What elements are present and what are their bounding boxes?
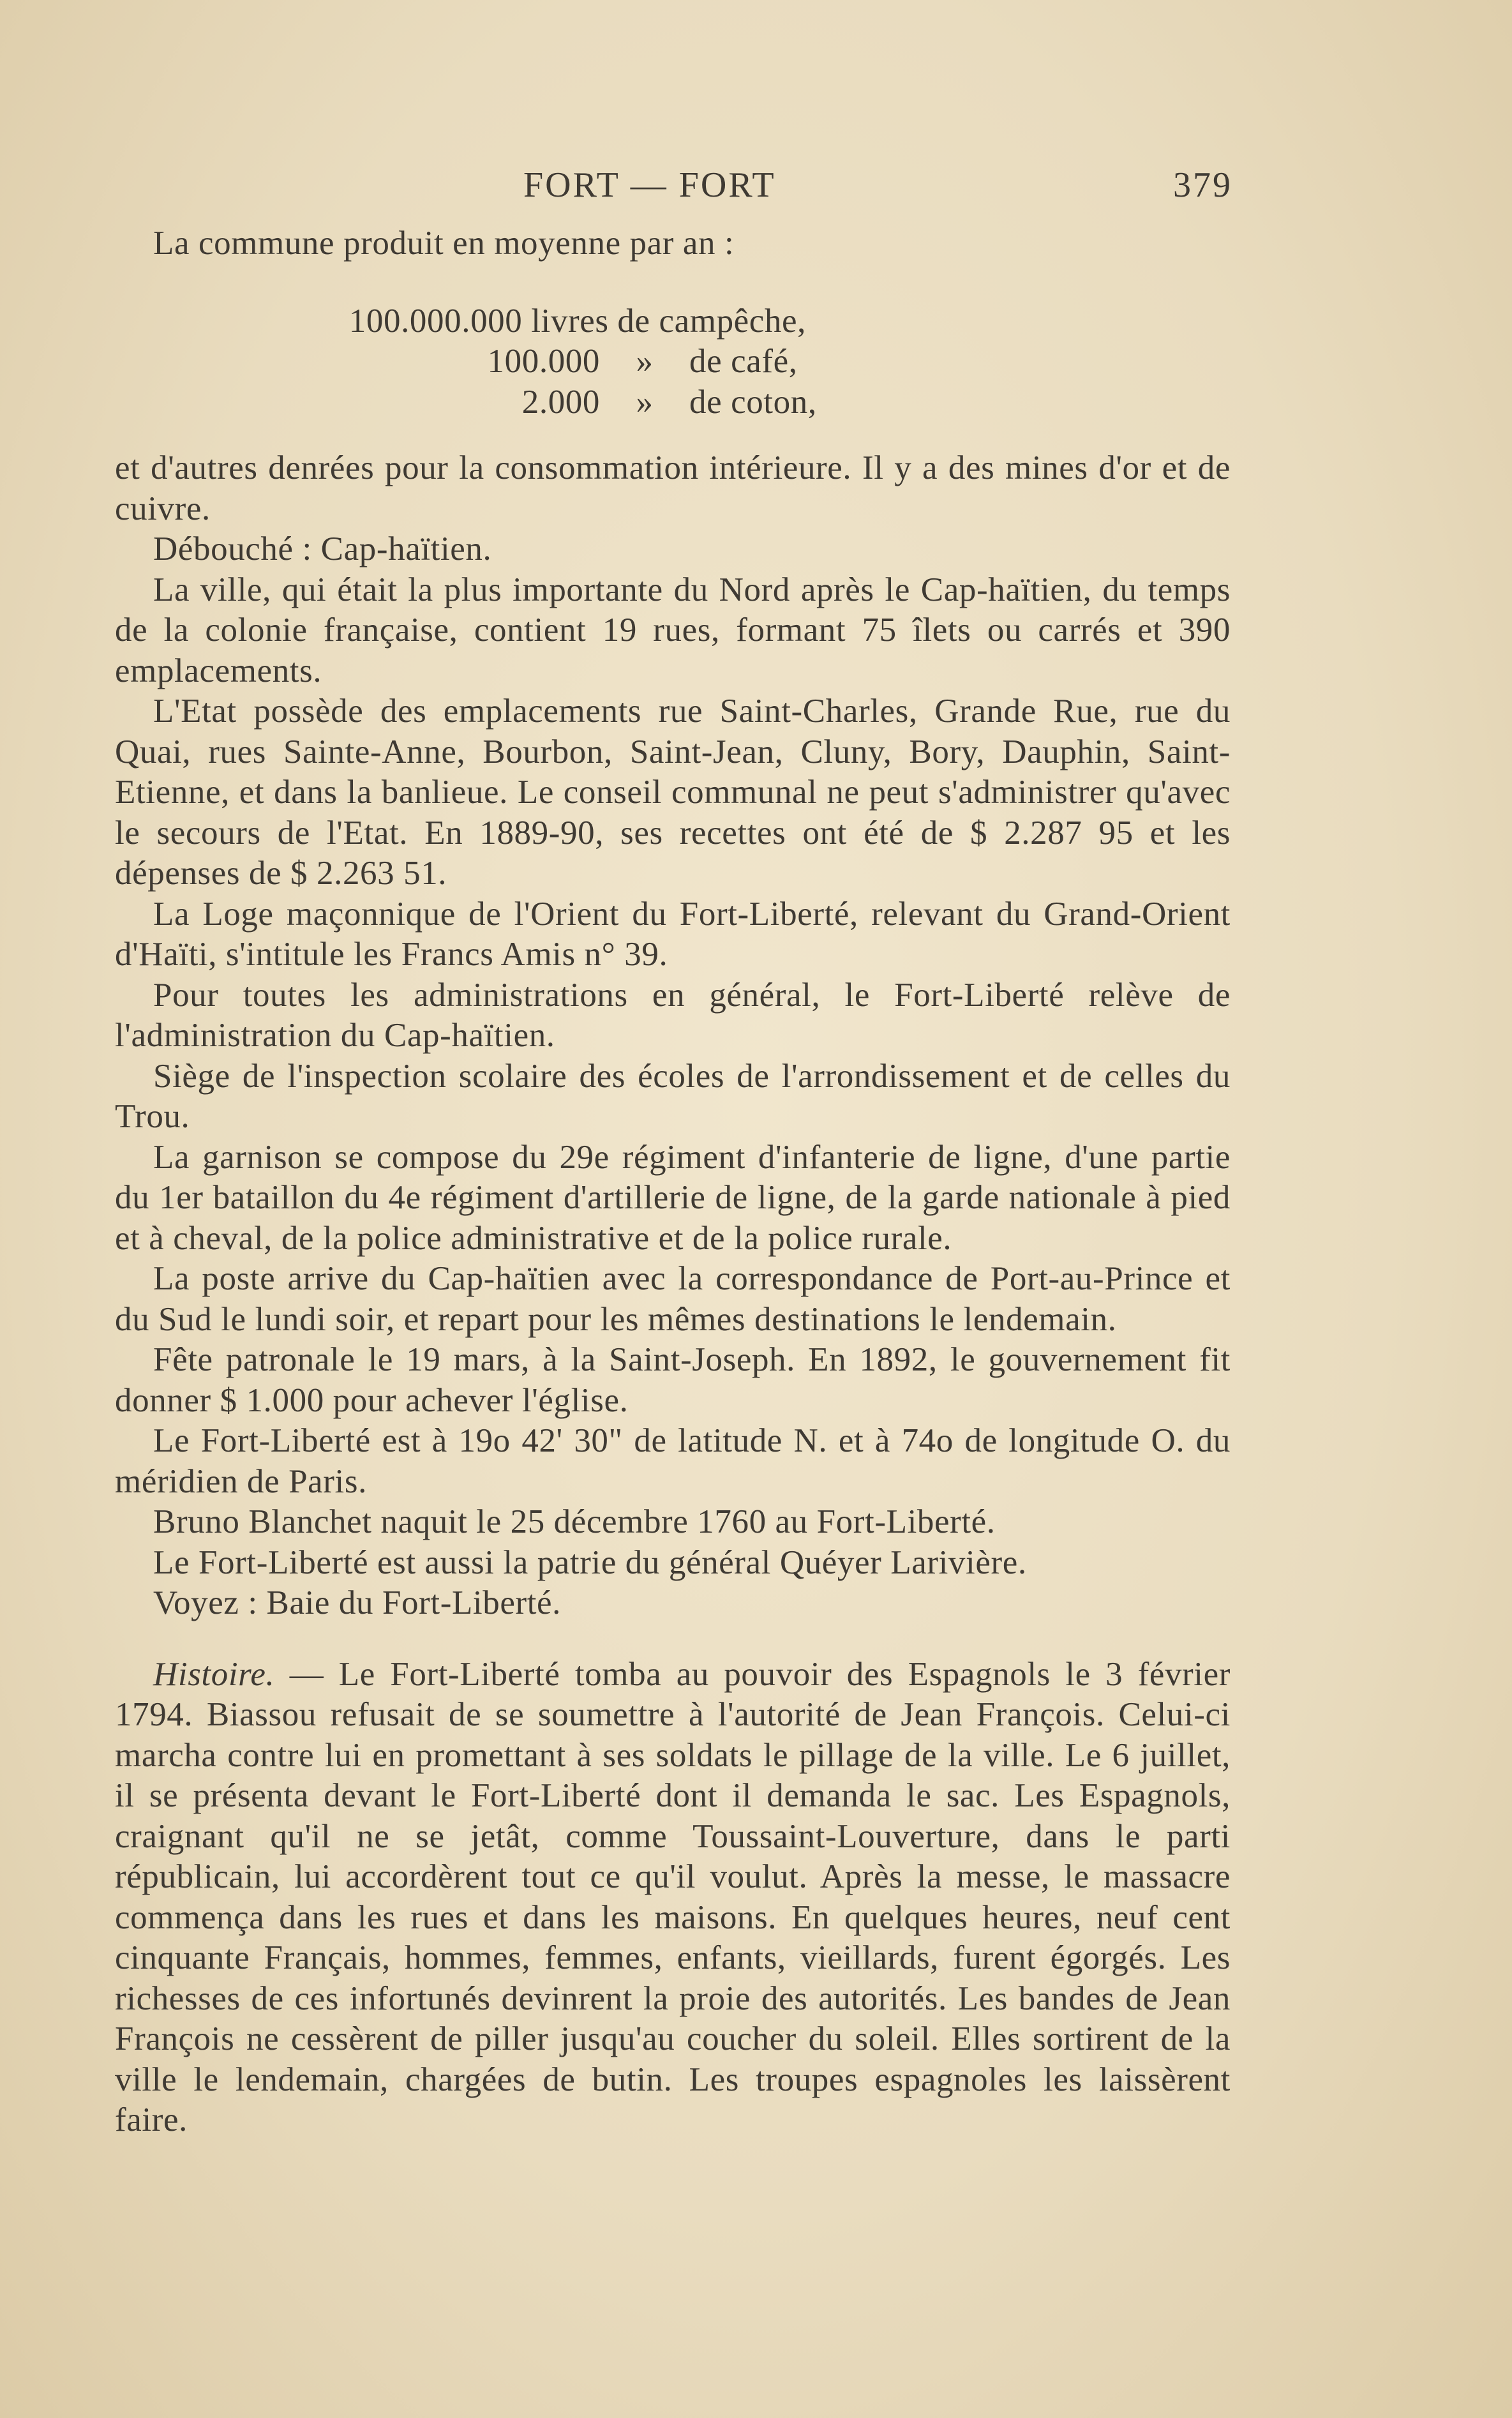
paragraph: Voyez : Baie du Fort-Liberté.: [153, 1584, 562, 1621]
body-text: [115, 223, 1231, 2141]
production-quantity: 2.000: [521, 383, 600, 421]
paragraph: et d'autres denrées pour la consommation intérieure. Il y a des mines d'or et de cuivre.: [115, 449, 1231, 527]
histoire-label: Histoire.: [153, 1655, 275, 1693]
paragraph: Fête patronale le 19 mars, à la Saint-Joseph. En 1892, le gouvernement fit donner $ 1.000 pour achever l'église.: [115, 1341, 1231, 1419]
ditto-mark: »: [636, 343, 654, 380]
paragraph: Le Fort-Liberté est à 19o 42' 30" de latitude N. et à 74o de longitude O. du méridien de Paris.: [115, 1422, 1231, 1500]
production-row: [115, 301, 1231, 342]
paragraph: Siège de l'inspection scolaire des écoles de l'arrondissement et de celles du Trou.: [115, 1057, 1231, 1135]
paragraph: La garnison se compose du 29e régiment d'infanterie de ligne, d'une partie du 1er bataillon du 4e régiment d'artillerie de ligne, de la garde nationale à pied et à cheval, de la police administrative et de la police rurale.: [115, 1138, 1231, 1257]
page-header: [0, 165, 1512, 209]
production-quantity: 100.000: [487, 343, 600, 380]
paragraph: Pour toutes les administrations en général, le Fort-Liberté relève de l'administration du Cap-haïtien.: [115, 976, 1231, 1054]
page-number: 379: [1173, 165, 1232, 205]
paragraph: La Loge maçonnique de l'Orient du Fort-Liberté, relevant du Grand-Orient d'Haïti, s'intitule les Francs Amis n° 39.: [115, 895, 1231, 973]
intro-line: La commune produit en moyenne par an :: [153, 225, 735, 262]
histoire-text: — Le Fort-Liberté tomba au pouvoir des Espagnols le 3 février 1794. Biassou refusait de se soumettre à l'autorité de Jean François. Celui-ci marcha contre lui en promettant à ses soldats le pillage de la ville. Le 6 juillet, il se présenta devant le Fort-Liberté dont il demanda le sac. Les Espagnols, craignant qu'il ne se jetât, comme Toussaint-Louverture, dans le parti républicain, lui accordèrent tout ce qu'il voulut. Après la messe, le massacre commença dans les rues et dans les maisons. En quelques heures, neuf cent cinquante Français, hommes, femmes, enfants, vieillards, furent égorgés. Les richesses de ces infortunés devinrent la proie des autorités. Les bandes de Jean François ne cessèrent de piller jusqu'au coucher du soleil. Elles sortirent de la ville le lendemain, chargées de butin. Les troupes espagnoles les laissèrent faire.: [115, 1655, 1231, 2138]
paragraph: L'Etat possède des emplacements rue Saint-Charles, Grande Rue, rue du Quai, rues Sainte-Anne, Bourbon, Saint-Jean, Cluny, Bory, Dauphin, Saint-Etienne, et dans la banlieue. Le conseil communal ne peut s'administrer qu'avec le secours de l'Etat. En 1889-90, ses recettes ont été de $ 2.287 95 et les dépenses de $ 2.263 51.: [115, 693, 1231, 892]
production-quantity: 100.000.000 livres de campêche,: [348, 302, 806, 340]
paragraph: La poste arrive du Cap-haïtien avec la correspondance de Port-au-Prince et du Sud le lundi soir, et repart pour les mêmes destinations le lendemain.: [115, 1260, 1231, 1338]
production-item: de coton,: [689, 383, 817, 421]
ditto-mark: »: [636, 383, 654, 421]
production-list: [115, 301, 1231, 423]
production-row: [115, 342, 1231, 382]
paragraph: Bruno Blanchet naquit le 25 décembre 1760 au Fort-Liberté.: [153, 1503, 996, 1540]
running-title: FORT — FORT: [523, 165, 776, 205]
production-item: de café,: [689, 343, 798, 380]
production-row: [115, 382, 1231, 423]
histoire-paragraph: [115, 1655, 1231, 2141]
paragraph: La ville, qui était la plus importante du Nord après le Cap-haïtien, du temps de la colonie française, contient 19 rues, formant 75 îlets ou carrés et 390 emplacements.: [115, 571, 1231, 689]
paragraph: Le Fort-Liberté est aussi la patrie du général Quéyer Larivière.: [153, 1543, 1027, 1581]
paragraph: Débouché : Cap-haïtien.: [153, 530, 492, 567]
